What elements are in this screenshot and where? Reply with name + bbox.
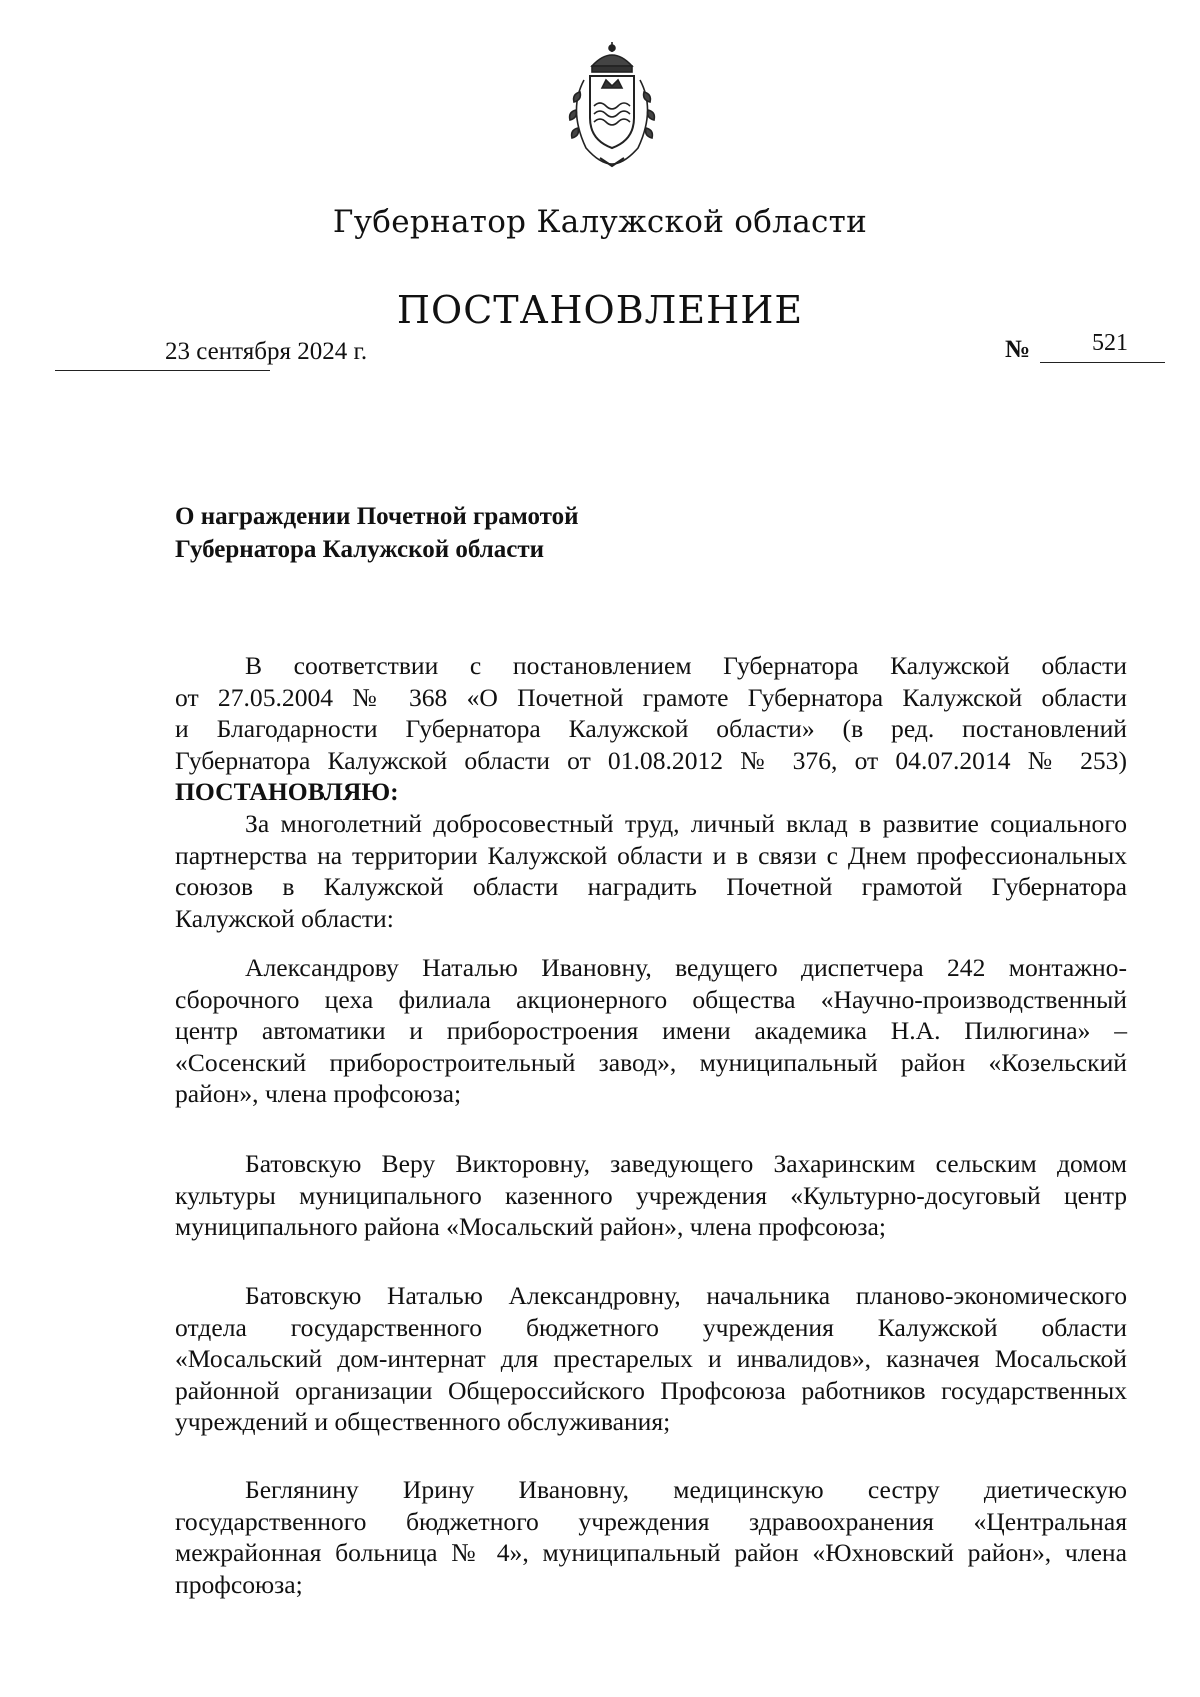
text-line: Губернатора Калужской области от 01.08.2012 № 376, от 04.07.2014 № 253) <box>175 745 1127 775</box>
text-line: муниципального района «Мосальский район», члена профсоюза; <box>175 1212 886 1242</box>
text-line: Батовскую Веру Викторовну, заведующего Захаринским сельским домом <box>245 1149 1127 1178</box>
text-line: Александрову Наталью Ивановну, ведущего диспетчера 242 монтажно- <box>245 953 1127 982</box>
awardee-entry <box>175 952 1127 1110</box>
text-line: районной организации Общероссийского Профсоюза работников государственных <box>175 1375 1127 1405</box>
preamble-paragraph <box>175 650 1127 808</box>
document-subject <box>175 500 579 566</box>
text-line: сборочного цеха филиала акционерного общества «Научно-производственный <box>175 984 1127 1014</box>
text-line: от 27.05.2004 № 368 «О Почетной грамоте Губернатора Калужской области <box>175 682 1127 712</box>
text-line: «Мосальский дом-интернат для престарелых и инвалидов», казначея Мосальской <box>175 1344 1127 1374</box>
date-underline <box>55 370 270 371</box>
text-line: союзов в Калужской области наградить Почетной грамотой Губернатора <box>175 872 1127 902</box>
awardee-entry <box>175 1148 1127 1243</box>
text-line: район», члена профсоюза; <box>175 1079 462 1109</box>
text-line: и Благодарности Губернатора Калужской области» (в ред. постановлений <box>175 714 1127 744</box>
awardee-entry <box>175 1474 1127 1600</box>
subject-line: О награждении Почетной грамотой <box>175 503 579 530</box>
text-line: центр автоматики и приборостроения имени академика Н.А. Пилюгина» – <box>175 1016 1127 1046</box>
text-line: культуры муниципального казенного учреждения «Культурно-досуговый центр <box>175 1180 1127 1210</box>
coat-of-arms-icon <box>556 40 668 170</box>
text-line: В соответствии с постановлением Губернатора Калужской области <box>245 651 1127 680</box>
text-line: учреждений и общественного обслуживания; <box>175 1407 671 1437</box>
text-line: За многолетний добросовестный труд, личный вклад в развитие социального <box>245 809 1127 838</box>
decree-word: ПОСТАНОВЛЯЮ: <box>175 777 399 807</box>
award-paragraph <box>175 808 1127 934</box>
document-date: 23 сентября 2024 г. <box>165 338 368 365</box>
text-line: «Сосенский приборостроительный завод», муниципальный район «Козельский <box>175 1047 1127 1077</box>
number-label: № <box>1005 336 1031 363</box>
text-line: отдела государственного бюджетного учреждения Калужской области <box>175 1312 1127 1342</box>
text-line: государственного бюджетного учреждения здравоохранения «Центральная <box>175 1506 1127 1536</box>
subject-line: Губернатора Калужской области <box>175 536 545 563</box>
text-line: партнерства на территории Калужской области и в связи с Днем профессиональных <box>175 840 1127 870</box>
text-line: Беглянину Ирину Ивановну, медицинскую сестру диетическую <box>245 1475 1127 1504</box>
awardee-entry <box>175 1280 1127 1438</box>
issuer-title: Губернатор Калужской области <box>332 204 868 240</box>
text-line: профсоюза; <box>175 1569 303 1599</box>
text-line: межрайонная больница № 4», муниципальный район «Юхновский район», члена <box>175 1538 1127 1568</box>
number-underline <box>1040 362 1165 363</box>
text-line: Калужской области: <box>175 903 394 933</box>
text-line: Батовскую Наталью Александровну, начальника планово-экономического <box>245 1281 1127 1310</box>
document-number: 521 <box>1092 330 1128 356</box>
document-type: ПОСТАНОВЛЕНИЕ <box>396 288 804 332</box>
